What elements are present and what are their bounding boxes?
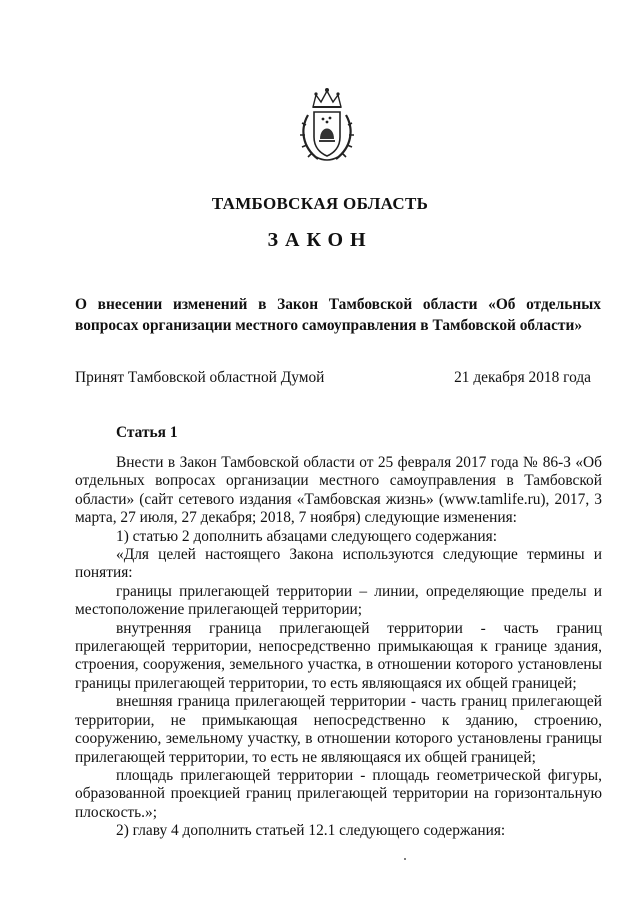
paragraph: 2) главу 4 дополнить статьей 12.1 следующего содержания: (116, 822, 506, 840)
paragraph: границы прилегающей территории – линии, определяющие пределы и местоположение прилегающей территории; (75, 582, 602, 619)
paragraph: «Для целей настоящего Закона используются следующие термины и понятия: (75, 546, 602, 582)
paragraph: внутренняя граница прилегающей территории - часть границ прилегающей территории, непосредственно примыкающая к границе здания, строения, сооружения, земельного участка, в отношении которого установлены границы прилегающей территории, то есть являющаяся их общей границей; (75, 619, 602, 692)
paragraph: 1) статью 2 дополнить абзацами следующего содержания: (116, 527, 497, 545)
adopted-by: Принят Тамбовской областной Думой (75, 369, 325, 386)
article-body (75, 454, 602, 841)
article-title: Статья 1 (116, 424, 178, 441)
law-subject: О внесении изменений в Закон Тамбовской области «Об отдельных вопросах организации местного самоуправления в Тамбовской области» (75, 296, 601, 334)
paragraph: площадь прилегающей территории - площадь геометрической фигуры, образованной проекцией границ прилегающей территории на горизонтальную плоскость.»; (75, 766, 602, 821)
paragraph: Внести в Закон Тамбовской области от 25 февраля 2017 года № 86-З «Об отдельных вопросах организации местного самоуправления в Тамбовской области» (сайт сетевого издания «Тамбовская жизнь» (www.tamlife.ru), 2017, 3 марта, 27 июля, 27 декабря; 2018, 7 ноября) следующие изменения: (75, 454, 602, 527)
document-type: ЗАКОН (267, 229, 373, 251)
adopted-date: 21 декабря 2018 года (454, 369, 591, 386)
scan-speck (404, 858, 406, 860)
region-title: ТАМБОВСКАЯ ОБЛАСТЬ (211, 194, 429, 213)
coat-of-arms-icon (294, 85, 360, 165)
paragraph: внешняя граница прилегающей территории - часть границ прилегающей территории, не примыкающая непосредственно к зданию, строению, сооружению, земельному участку, в отношении которого установлены границы прилегающей территории, то есть не являющаяся их общей границей; (75, 693, 602, 766)
